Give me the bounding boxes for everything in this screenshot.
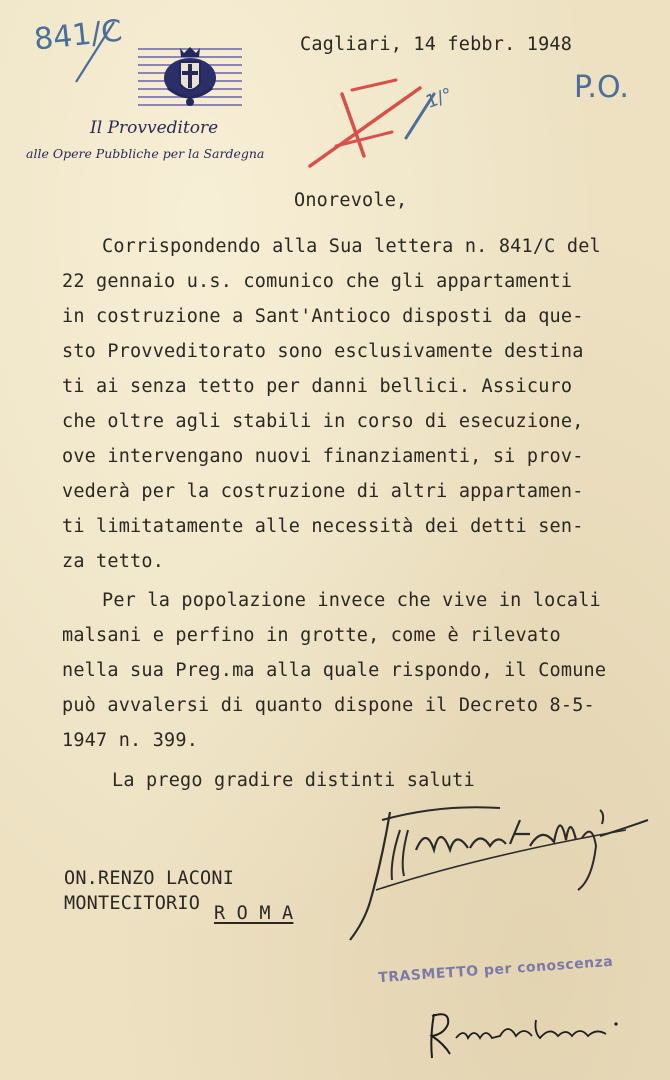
closing-line: La prego gradire distinti saluti bbox=[112, 770, 475, 791]
body-line: che oltre agli stabili in corso di esecuzione, bbox=[62, 411, 584, 432]
signature-martelli bbox=[330, 790, 660, 950]
recipient-name: ON.RENZO LACONI bbox=[64, 868, 235, 889]
signature-laconi bbox=[420, 1006, 630, 1066]
body-line: Corrispondendo alla Sua lettera n. 841/C del bbox=[102, 236, 601, 257]
body-line: malsani e perfino in grotte, come è rilevato bbox=[62, 625, 561, 646]
handwritten-po: P.O. bbox=[574, 70, 629, 105]
body-line: ti limitatamente alle necessità dei detti sen- bbox=[62, 516, 584, 537]
salutation: Onorevole, bbox=[294, 190, 408, 211]
body-line: sto Provveditorato sono esclusivamente destina bbox=[62, 341, 584, 362]
recipient-address: MONTECITORIO bbox=[64, 893, 201, 914]
body-line: può avvalersi di quanto dispone il Decreto 8-5- bbox=[62, 695, 595, 716]
handwritten-reference: 841/C bbox=[32, 13, 124, 58]
date-line: Cagliari, 14 febbr. 1948 bbox=[300, 34, 573, 55]
body-line: nella sua Preg.ma alla quale rispondo, il Comune bbox=[62, 660, 607, 681]
transmission-stamp: TRASMETTO per conoscenza bbox=[377, 953, 614, 987]
body-line: 1947 n. 399. bbox=[62, 730, 199, 751]
body-line: za tetto. bbox=[62, 551, 165, 572]
body-line: 22 gennaio u.s. comunico che gli appartamenti bbox=[62, 271, 573, 292]
body-line: ove intervengano nuovi finanziamenti, si prov- bbox=[62, 446, 584, 467]
recipient-city: R O M A bbox=[214, 903, 294, 924]
letterhead-title: Il Provveditore bbox=[90, 118, 219, 138]
coat-of-arms-icon bbox=[150, 44, 230, 114]
reference-slash-mark bbox=[70, 18, 120, 88]
body-line: ti ai senza tetto per danni bellici. Assicuro bbox=[62, 376, 573, 397]
letterhead-subtitle: alle Opere Pubbliche per la Sardegna bbox=[26, 146, 265, 161]
body-line: in costruzione a Sant'Antioco disposti da que- bbox=[62, 306, 584, 327]
body-line: vederà per la costruzione di altri appartamen- bbox=[62, 481, 584, 502]
body-line: Per la popolazione invece che vive in locali bbox=[102, 590, 601, 611]
handwritten-initial: 1/° bbox=[423, 84, 456, 113]
